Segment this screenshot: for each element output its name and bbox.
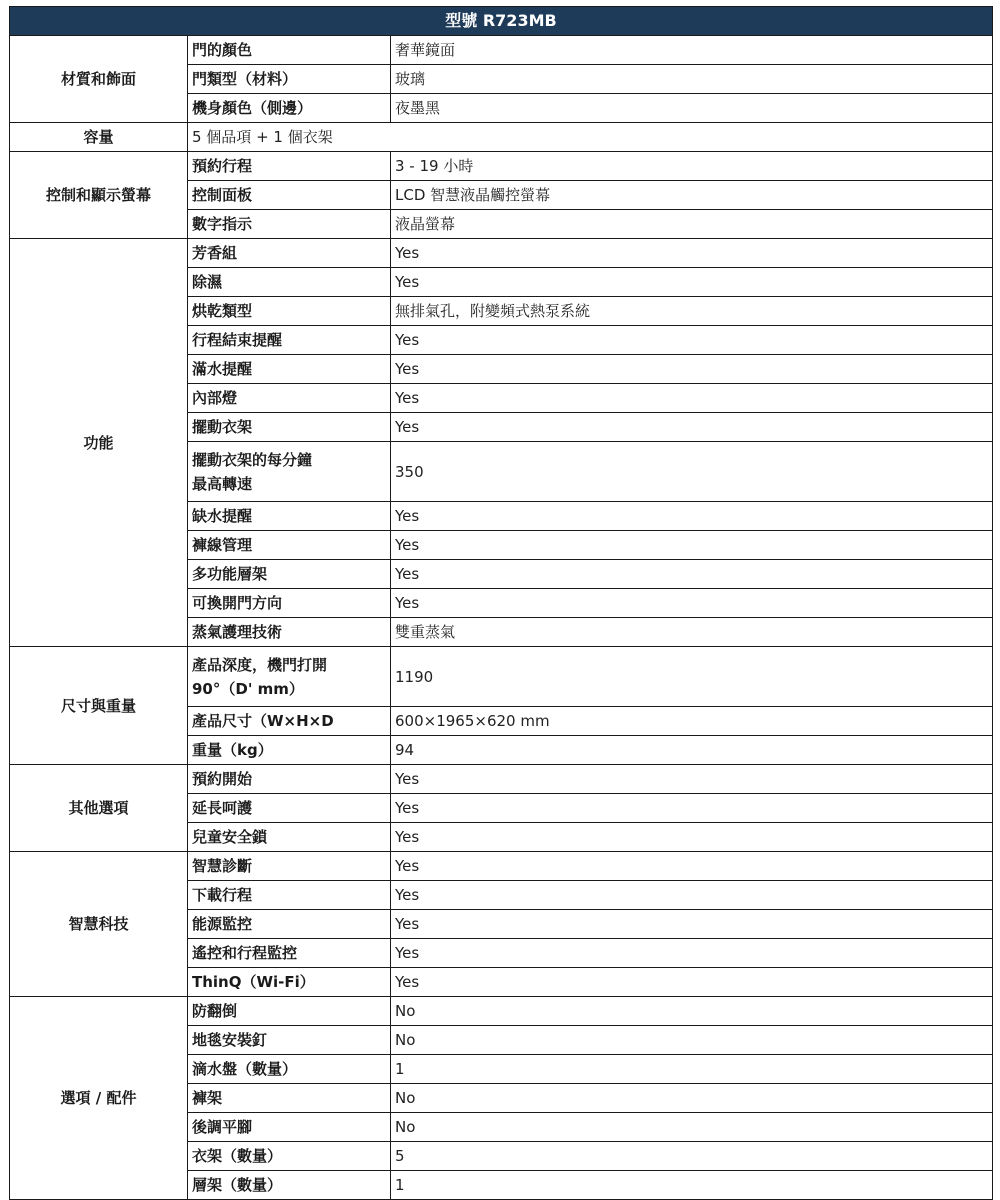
feature-cell: 多功能層架 (188, 560, 391, 589)
value-cell: Yes (391, 355, 993, 384)
value-cell: Yes (391, 560, 993, 589)
category-cell: 尺寸與重量 (10, 647, 188, 765)
value-cell: 1 (391, 1171, 993, 1200)
feature-cell: 後調平腳 (188, 1113, 391, 1142)
spec-table (9, 6, 993, 1200)
feature-cell: 下載行程 (188, 881, 391, 910)
feature-cell: 防翻倒 (188, 997, 391, 1026)
feature-cell: 重量（kg） (188, 736, 391, 765)
feature-cell: 內部燈 (188, 384, 391, 413)
category-cell: 選項 / 配件 (10, 997, 188, 1200)
spec-row (10, 997, 993, 1026)
value-cell: 1190 (391, 647, 993, 707)
feature-cell: ThinQ（Wi-Fi） (188, 968, 391, 997)
feature-cell: 擺動衣架 (188, 413, 391, 442)
value-cell: Yes (391, 502, 993, 531)
feature-cell: 機身顏色（側邊） (188, 94, 391, 123)
value-cell: Yes (391, 326, 993, 355)
model-title: 型號 R723MB (10, 7, 993, 36)
feature-cell (188, 442, 391, 502)
spec-row (10, 852, 993, 881)
feature-cell: 控制面板 (188, 181, 391, 210)
value-cell: Yes (391, 589, 993, 618)
spec-row (10, 647, 993, 707)
feature-cell: 滴水盤（數量） (188, 1055, 391, 1084)
value-cell: Yes (391, 968, 993, 997)
feature-label-line: 擺動衣架的每分鐘 (192, 450, 313, 469)
feature-label-line: 產品深度，機門打開 (192, 655, 328, 674)
value-cell: Yes (391, 910, 993, 939)
feature-cell (188, 647, 391, 707)
value-cell: 5 個品項 + 1 個衣架 (188, 123, 993, 152)
value-cell: 奢華鏡面 (391, 36, 993, 65)
value-cell: 350 (391, 442, 993, 502)
feature-label-line: 最高轉速 (192, 474, 253, 493)
value-cell: Yes (391, 239, 993, 268)
feature-cell: 層架（數量） (188, 1171, 391, 1200)
feature-cell: 能源監控 (188, 910, 391, 939)
value-cell: 1 (391, 1055, 993, 1084)
value-cell: No (391, 1084, 993, 1113)
spec-sheet (9, 6, 992, 1200)
feature-cell: 門類型（材料） (188, 65, 391, 94)
spec-body (10, 36, 993, 1200)
spec-row (10, 152, 993, 181)
value-cell: Yes (391, 852, 993, 881)
category-cell: 材質和飾面 (10, 36, 188, 123)
value-cell: Yes (391, 268, 993, 297)
value-cell: 玻璃 (391, 65, 993, 94)
value-cell: Yes (391, 794, 993, 823)
category-cell: 容量 (10, 123, 188, 152)
feature-cell: 褲架 (188, 1084, 391, 1113)
feature-cell: 滿水提醒 (188, 355, 391, 384)
category-cell: 其他選項 (10, 765, 188, 852)
feature-cell: 除濕 (188, 268, 391, 297)
value-cell: 夜墨黑 (391, 94, 993, 123)
feature-cell: 延長呵護 (188, 794, 391, 823)
title-row (10, 7, 993, 36)
value-cell: Yes (391, 881, 993, 910)
feature-cell: 蒸氣護理技術 (188, 618, 391, 647)
feature-cell: 兒童安全鎖 (188, 823, 391, 852)
value-cell: 600×1965×620 mm (391, 707, 993, 736)
feature-cell: 門的顏色 (188, 36, 391, 65)
value-cell: LCD 智慧液晶觸控螢幕 (391, 181, 993, 210)
value-cell: Yes (391, 939, 993, 968)
spec-row (10, 36, 993, 65)
value-cell: No (391, 1026, 993, 1055)
value-cell: Yes (391, 384, 993, 413)
spec-row (10, 765, 993, 794)
category-cell: 功能 (10, 239, 188, 647)
value-cell: 雙重蒸氣 (391, 618, 993, 647)
value-cell: Yes (391, 413, 993, 442)
value-cell: 3 - 19 小時 (391, 152, 993, 181)
value-cell: No (391, 1113, 993, 1142)
feature-cell: 行程結束提醒 (188, 326, 391, 355)
feature-cell: 烘乾類型 (188, 297, 391, 326)
feature-cell: 缺水提醒 (188, 502, 391, 531)
feature-cell: 衣架（數量） (188, 1142, 391, 1171)
category-cell: 智慧科技 (10, 852, 188, 997)
category-cell: 控制和顯示螢幕 (10, 152, 188, 239)
value-cell: Yes (391, 531, 993, 560)
value-cell: 液晶螢幕 (391, 210, 993, 239)
value-cell: Yes (391, 765, 993, 794)
feature-cell: 遙控和行程監控 (188, 939, 391, 968)
feature-cell: 預約開始 (188, 765, 391, 794)
value-cell: 5 (391, 1142, 993, 1171)
feature-cell: 褲線管理 (188, 531, 391, 560)
spec-row (10, 239, 993, 268)
spec-row (10, 123, 993, 152)
feature-cell: 地毯安裝釘 (188, 1026, 391, 1055)
feature-cell: 數字指示 (188, 210, 391, 239)
value-cell: 94 (391, 736, 993, 765)
feature-cell: 預約行程 (188, 152, 391, 181)
feature-label-line: 90°（D' mm） (192, 679, 304, 698)
feature-cell: 產品尺寸（W×H×D (188, 707, 391, 736)
value-cell: 無排氣孔，附變頻式熱泵系統 (391, 297, 993, 326)
feature-cell: 可換開門方向 (188, 589, 391, 618)
value-cell: Yes (391, 823, 993, 852)
value-cell: No (391, 997, 993, 1026)
feature-cell: 智慧診斷 (188, 852, 391, 881)
feature-cell: 芳香組 (188, 239, 391, 268)
